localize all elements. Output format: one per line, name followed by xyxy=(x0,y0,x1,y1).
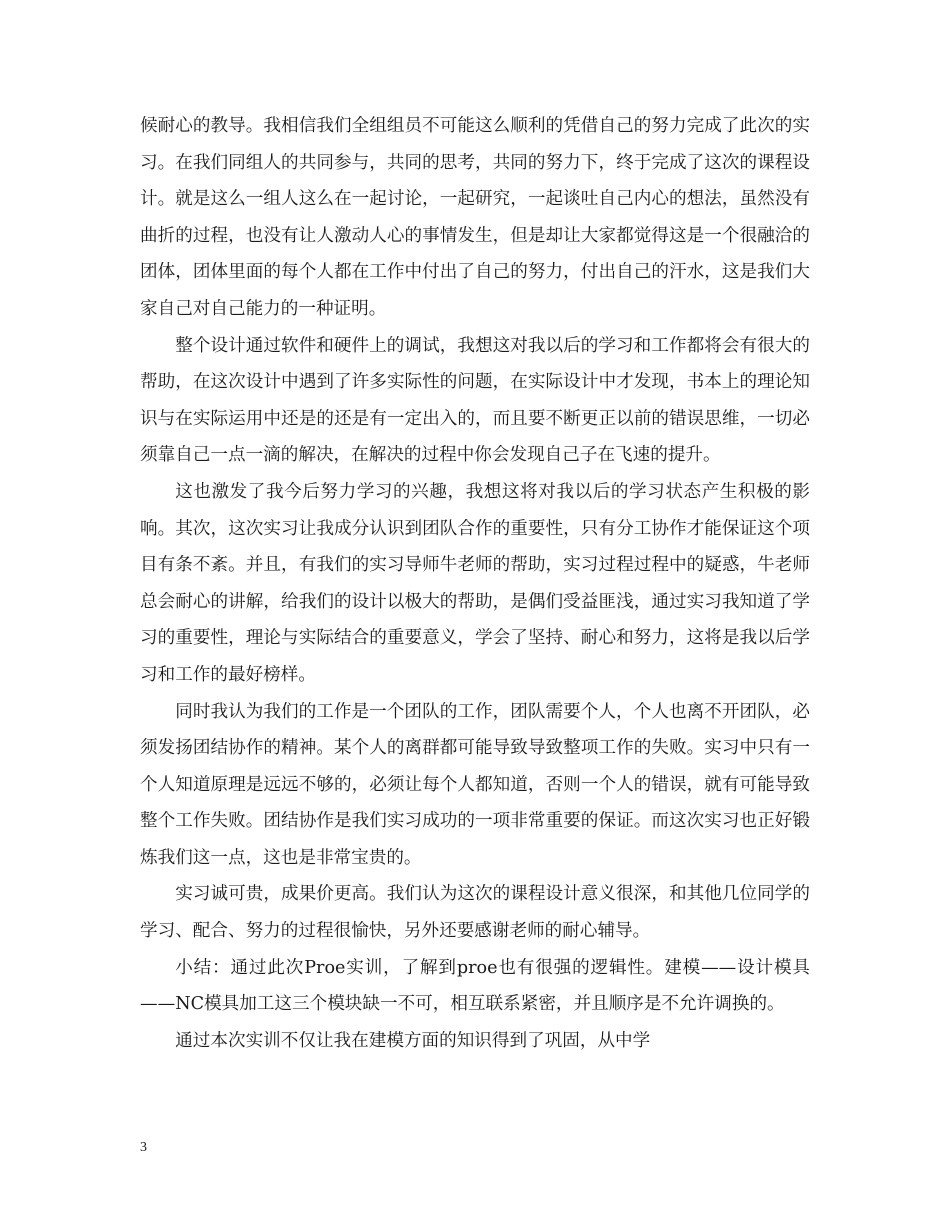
paragraph-design-debugging: 整个设计通过软件和硬件上的调试，我想这对我以后的学习和工作都将会有很大的帮助，在这次设计中遇到了许多实际性的问题，在实际设计中才发现，书本上的理论知识与在实际运用中还是的还是有一定出入的，而且要不断更正以前的错误思维，一切必须靠自己一点一滴的解决，在解决的过程中你会发现自己子在飞速的提升。 xyxy=(140,335,810,466)
page-number: 3 xyxy=(140,1140,147,1155)
paragraph-learning-interest: 这也激发了我今后努力学习的兴趣，我想这将对我以后的学习状态产生积极的影响。其次，这次实习让我成分认识到团队合作的重要性，只有分工协作才能保证这个项目有条不紊。并且，有我们的实习导师牛老师的帮助，实习过程过程中的疑惑，牛老师总会耐心的讲解，给我们的设计以极大的帮助，是偶们受益匪浅，通过实习我知道了学习的重要性，理论与实际结合的重要意义，学会了坚持、耐心和努力，这将是我以后学习和工作的最好榜样。 xyxy=(140,481,810,685)
paragraph-continuation: 候耐心的教导。我相信我们全组组员不可能这么顺利的凭借自己的努力完成了此次的实习。在我们同组人的共同参与，共同的思考，共同的努力下，终于完成了这次的课程设计。就是这么一组人这么在一起讨论，一起研究，一起谈吐自己内心的想法，虽然没有曲折的过程，也没有让人激动人心的事情发生，但是却让大家都觉得这是一个很融洽的团体，团体里面的每个人都在工作中付出了自己的努力，付出自己的汗水，这是我们大家自己对自己能力的一种证明。 xyxy=(140,116,810,319)
paragraph-training-gains: 通过本次实训不仅让我在建模方面的知识得到了巩固，从中学 xyxy=(175,1030,651,1051)
paragraph-practice-value: 实习诚可贵，成果价更高。我们认为这次的课程设计意义很深，和其他几位同学的学习、配合、努力的过程很愉快，另外还要感谢老师的耐心辅导。 xyxy=(140,884,810,942)
document-body xyxy=(140,108,810,1059)
paragraph-teamwork: 同时我认为我们的工作是一个团队的工作，团队需要个人，个人也离不开团队，必须发扬团结协作的精神。某个人的离群都可能导致导致整项工作的失败。实习中只有一个人知道原理是远远不够的，必须让每个人都知道，否则一个人的错误，就有可能导致整个工作失败。团结协作是我们实习成功的一项非常重要的保证。而这次实习也正好锻炼我们这一点，这也是非常宝贵的。 xyxy=(140,701,810,868)
paragraph-summary: 小结：通过此次Proe实训，了解到proe也有很强的逻辑性。建模——设计模具——NC模具加工这三个模块缺一不可，相互联系紧密，并且顺序是不允许调换的。 xyxy=(140,957,810,1015)
